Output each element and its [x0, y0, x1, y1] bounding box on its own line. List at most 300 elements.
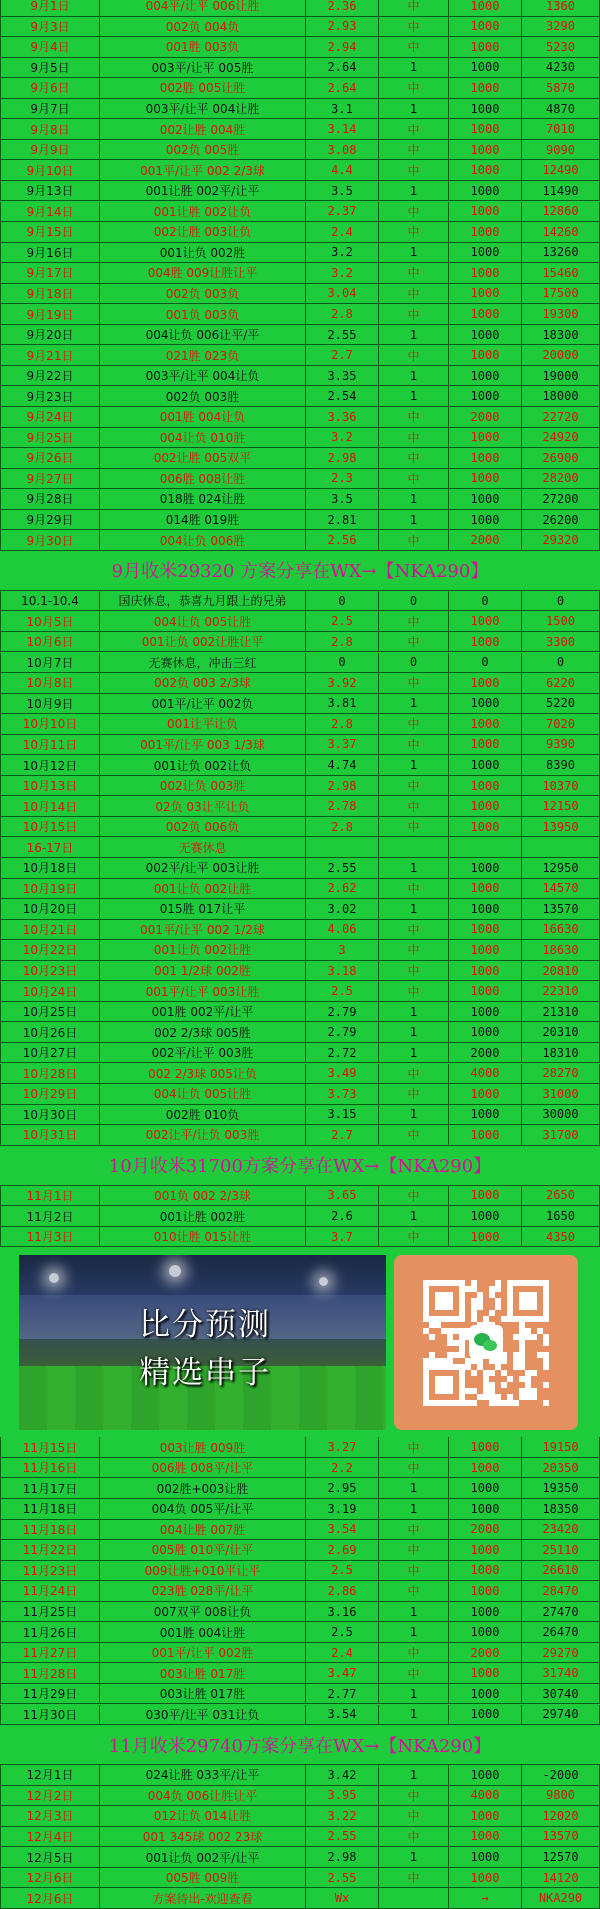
- cell-total: 5870: [522, 78, 600, 99]
- cell-date: 10月13日: [0, 776, 100, 797]
- cell-total: 12020: [522, 1806, 600, 1827]
- cell-stake: 1000: [449, 817, 522, 838]
- table-row: [0, 1602, 600, 1623]
- table-row: [0, 653, 600, 674]
- table-row: [0, 1022, 600, 1043]
- cell-total: 18300: [522, 325, 600, 346]
- cell-total: 9800: [522, 1786, 600, 1807]
- cell-result: 中: [379, 961, 449, 982]
- cell-total: 22720: [522, 407, 600, 428]
- cell-date: 9月9日: [0, 140, 100, 161]
- table-row: [0, 1663, 600, 1684]
- cell-stake: 0: [449, 591, 522, 612]
- cell-total: 31000: [522, 1084, 600, 1105]
- cell-total: 1650: [522, 1206, 600, 1227]
- cell-odds: 3.7: [306, 1227, 379, 1248]
- cell-date: 9月24日: [0, 407, 100, 428]
- cell-date: 11月16日: [0, 1458, 100, 1479]
- cell-total: 22310: [522, 981, 600, 1002]
- table-row: [0, 140, 600, 161]
- table-row: [0, 940, 600, 961]
- cell-result: 中: [379, 345, 449, 366]
- cell-result: 1: [379, 1043, 449, 1064]
- cell-date: 11月17日: [0, 1478, 100, 1499]
- cell-stake: 1000: [449, 366, 522, 387]
- cell-date: 10月6日: [0, 632, 100, 653]
- cell-result: 中: [379, 1663, 449, 1684]
- cell-result: 0: [379, 653, 449, 674]
- cell-date: 9月17日: [0, 263, 100, 284]
- cell-match: 002负 003负: [100, 284, 306, 305]
- cell-odds: 2.36: [306, 0, 379, 17]
- cell-stake: 1000: [449, 263, 522, 284]
- table-row: [0, 673, 600, 694]
- table-row: [0, 1437, 600, 1458]
- cell-result: 中: [379, 920, 449, 941]
- cell-result: 1: [379, 510, 449, 531]
- cell-total: 19150: [522, 1437, 600, 1458]
- cell-match: 001 1/2球 002胜: [100, 961, 306, 982]
- cell-odds: 2.5: [306, 1561, 379, 1582]
- cell-total: 0: [522, 591, 600, 612]
- cell-date: 12月6日: [0, 1888, 100, 1909]
- cell-stake: 1000: [449, 284, 522, 305]
- cell-stake: 1000: [449, 1622, 522, 1643]
- cell-result: 中: [379, 0, 449, 17]
- cell-odds: 3.22: [306, 1806, 379, 1827]
- cell-date: 12月4日: [0, 1827, 100, 1848]
- cell-date: 11月3日: [0, 1227, 100, 1248]
- cell-match: 007双平 008让负: [100, 1602, 306, 1623]
- cell-match: 001负 002 2/3球: [100, 1186, 306, 1207]
- cell-result: 1: [379, 1622, 449, 1643]
- cell-total: 7010: [522, 119, 600, 140]
- cell-date: 10月28日: [0, 1064, 100, 1085]
- cell-result: [379, 837, 449, 858]
- cell-stake: 1000: [449, 489, 522, 510]
- cell-odds: 3.27: [306, 1437, 379, 1458]
- cell-stake: →: [449, 1888, 522, 1909]
- cell-date: 10月19日: [0, 879, 100, 900]
- cell-date: 9月8日: [0, 119, 100, 140]
- cell-odds: 3.15: [306, 1105, 379, 1126]
- cell-match: 003让胜 017胜: [100, 1684, 306, 1705]
- cell-total: 4230: [522, 58, 600, 79]
- cell-result: 中: [379, 1806, 449, 1827]
- banner-title: 比分预测: [139, 1307, 271, 1344]
- cell-match: 002胜 005让胜: [100, 78, 306, 99]
- cell-date: 9月4日: [0, 37, 100, 58]
- cell-total: 18350: [522, 1499, 600, 1520]
- table-row: [0, 1499, 600, 1520]
- cell-odds: 2.55: [306, 1827, 379, 1848]
- banner-subtitle: 精选串子: [139, 1355, 271, 1392]
- cell-total: 28270: [522, 1064, 600, 1085]
- cell-date: 11月2日: [0, 1206, 100, 1227]
- cell-date: 11月23日: [0, 1561, 100, 1582]
- cell-odds: 2.86: [306, 1581, 379, 1602]
- cell-total: [522, 837, 600, 858]
- cell-stake: 4000: [449, 1786, 522, 1807]
- cell-total: 12950: [522, 858, 600, 879]
- cell-odds: 4.4: [306, 160, 379, 181]
- cell-total: 12860: [522, 202, 600, 223]
- cell-result: 1: [379, 899, 449, 920]
- cell-result: 0: [379, 591, 449, 612]
- cell-result: 中: [379, 469, 449, 490]
- cell-stake: 1000: [449, 879, 522, 900]
- cell-match: 018胜 024让胜: [100, 489, 306, 510]
- cell-result: 中: [379, 1458, 449, 1479]
- cell-stake: 1000: [449, 119, 522, 140]
- table-row: [0, 920, 600, 941]
- cell-result: 中: [379, 817, 449, 838]
- cell-total: 5230: [522, 37, 600, 58]
- table-row: [0, 858, 600, 879]
- cell-stake: 1000: [449, 58, 522, 79]
- cell-result: 中: [379, 119, 449, 140]
- cell-stake: 1000: [449, 428, 522, 449]
- cell-total: 14120: [522, 1868, 600, 1889]
- table-row: [0, 1206, 600, 1227]
- cell-stake: 1000: [449, 140, 522, 161]
- cell-match: 015胜 017让平: [100, 899, 306, 920]
- cell-total: 12490: [522, 160, 600, 181]
- cell-date: 9月28日: [0, 489, 100, 510]
- cell-stake: 1000: [449, 1437, 522, 1458]
- cell-date: 10月24日: [0, 981, 100, 1002]
- table-row: [0, 530, 600, 551]
- cell-date: 12月3日: [0, 1806, 100, 1827]
- cell-result: 中: [379, 222, 449, 243]
- cell-result: 中: [379, 1064, 449, 1085]
- cell-odds: 3.54: [306, 1705, 379, 1726]
- cell-total: 28470: [522, 1581, 600, 1602]
- cell-result: 中: [379, 1437, 449, 1458]
- cell-stake: 1000: [449, 222, 522, 243]
- cell-odds: 3.19: [306, 1499, 379, 1520]
- cell-date: 16-17日: [0, 837, 100, 858]
- table-row: [0, 776, 600, 797]
- cell-total: 29270: [522, 1643, 600, 1664]
- cell-result: 中: [379, 140, 449, 161]
- cell-odds: 0: [306, 653, 379, 674]
- cell-odds: 2.98: [306, 448, 379, 469]
- cell-stake: 1000: [449, 1105, 522, 1126]
- cell-odds: 3.35: [306, 366, 379, 387]
- cell-total: 15460: [522, 263, 600, 284]
- table-row: [0, 1227, 600, 1248]
- table-row: [0, 304, 600, 325]
- cell-stake: 1000: [449, 899, 522, 920]
- cell-date: 11月26日: [0, 1622, 100, 1643]
- cell-total: 1360: [522, 0, 600, 17]
- table-row: [0, 714, 600, 735]
- cell-odds: 2.69: [306, 1540, 379, 1561]
- cell-odds: 2.4: [306, 1643, 379, 1664]
- cell-match: 003平/让平 005胜: [100, 58, 306, 79]
- cell-total: 3300: [522, 632, 600, 653]
- cell-date: 10月22日: [0, 940, 100, 961]
- cell-odds: 3.14: [306, 119, 379, 140]
- cell-total: 29320: [522, 530, 600, 551]
- cell-total: 31740: [522, 1663, 600, 1684]
- cell-total: 9390: [522, 735, 600, 756]
- cell-result: 中: [379, 263, 449, 284]
- stadium-photo: [19, 1255, 386, 1430]
- cell-stake: 1000: [449, 981, 522, 1002]
- cell-stake: 1000: [449, 776, 522, 797]
- cell-match: 002平/让平 003胜: [100, 1043, 306, 1064]
- cell-total: NKA290: [522, 1888, 600, 1909]
- table-row: [0, 735, 600, 756]
- cell-match: 方案待出-欢迎查看: [100, 1888, 306, 1909]
- table-row: [0, 78, 600, 99]
- cell-stake: 1000: [449, 1663, 522, 1684]
- cell-match: 004让负 006胜: [100, 530, 306, 551]
- cell-match: 001 345球 002 23球: [100, 1827, 306, 1848]
- cell-odds: 2.3: [306, 469, 379, 490]
- cell-total: 10370: [522, 776, 600, 797]
- cell-date: 10月14日: [0, 796, 100, 817]
- cell-match: 001平/让平 002胜: [100, 1643, 306, 1664]
- cell-stake: 1000: [449, 1022, 522, 1043]
- cell-match: 001胜 004让负: [100, 407, 306, 428]
- cell-odds: 3.2: [306, 243, 379, 264]
- cell-odds: 3.42: [306, 1765, 379, 1786]
- cell-match: 002让胜 003让负: [100, 222, 306, 243]
- cell-result: 中: [379, 1643, 449, 1664]
- cell-date: 11月24日: [0, 1581, 100, 1602]
- cell-result: 中: [379, 202, 449, 223]
- table-row: [0, 1186, 600, 1207]
- cell-odds: 2.54: [306, 386, 379, 407]
- cell-stake: 1000: [449, 1868, 522, 1889]
- wechat-qr-code-icon: [394, 1255, 578, 1430]
- cell-result: 中: [379, 673, 449, 694]
- cell-total: 11490: [522, 181, 600, 202]
- cell-result: 中: [379, 940, 449, 961]
- cell-match: 003让胜 017胜: [100, 1663, 306, 1684]
- cell-result: [379, 1888, 449, 1909]
- cell-odds: 3.37: [306, 735, 379, 756]
- cell-stake: 1000: [449, 325, 522, 346]
- cell-match: 004让负 010胜: [100, 428, 306, 449]
- cell-match: 005胜 010平/让平: [100, 1540, 306, 1561]
- cell-odds: 2.4: [306, 222, 379, 243]
- cell-date: 10月10日: [0, 714, 100, 735]
- cell-date: 9月18日: [0, 284, 100, 305]
- cell-date: 11月1日: [0, 1186, 100, 1207]
- cell-date: 11月18日: [0, 1520, 100, 1541]
- table-row: [0, 407, 600, 428]
- table-row: [0, 17, 600, 38]
- cell-odds: 2.93: [306, 17, 379, 38]
- cell-date: 9月3日: [0, 17, 100, 38]
- cell-match: 014胜 019胜: [100, 510, 306, 531]
- cell-stake: 1000: [449, 1125, 522, 1146]
- table-row: [0, 263, 600, 284]
- cell-result: 中: [379, 1520, 449, 1541]
- cell-stake: 1000: [449, 1186, 522, 1207]
- cell-match: 001让胜 002让负: [100, 202, 306, 223]
- cell-stake: 2000: [449, 1043, 522, 1064]
- cell-total: 16630: [522, 920, 600, 941]
- cell-result: 中: [379, 407, 449, 428]
- cell-odds: 4.06: [306, 920, 379, 941]
- cell-stake: 1000: [449, 1765, 522, 1786]
- cell-total: 4870: [522, 99, 600, 120]
- table-row: [0, 591, 600, 612]
- cell-total: 29740: [522, 1705, 600, 1726]
- cell-date: 10月26日: [0, 1022, 100, 1043]
- cell-stake: 1000: [449, 1827, 522, 1848]
- cell-match: 010让胜 015让胜: [100, 1227, 306, 1248]
- cell-total: -2000: [522, 1765, 600, 1786]
- cell-odds: 2.62: [306, 879, 379, 900]
- cell-date: 9月26日: [0, 448, 100, 469]
- table-row: [0, 755, 600, 776]
- cell-match: 004让负 005让胜: [100, 1084, 306, 1105]
- cell-odds: 2.56: [306, 530, 379, 551]
- table-row: [0, 202, 600, 223]
- cell-match: 001胜 002平/让平: [100, 1002, 306, 1023]
- cell-odds: 2.7: [306, 345, 379, 366]
- cell-date: 11月18日: [0, 1499, 100, 1520]
- cell-match: 001让负 002让胜: [100, 879, 306, 900]
- cell-odds: 2.8: [306, 817, 379, 838]
- cell-match: 002 2/3球 005让负: [100, 1064, 306, 1085]
- table-row: [0, 1847, 600, 1868]
- cell-stake: 1000: [449, 1084, 522, 1105]
- table-row: [0, 1581, 600, 1602]
- table-row: [0, 1478, 600, 1499]
- table-row: [0, 1888, 600, 1909]
- cell-stake: 1000: [449, 304, 522, 325]
- cell-match: 001让负 002平/让平: [100, 1847, 306, 1868]
- cell-date: 10月18日: [0, 858, 100, 879]
- cell-stake: 1000: [449, 1540, 522, 1561]
- cell-total: 19000: [522, 366, 600, 387]
- cell-stake: 2000: [449, 1643, 522, 1664]
- cell-match: 001平/让平 002负: [100, 694, 306, 715]
- table-row: [0, 386, 600, 407]
- cell-odds: [306, 837, 379, 858]
- table-row: [0, 345, 600, 366]
- cell-date: 10月21日: [0, 920, 100, 941]
- table-row: [0, 632, 600, 653]
- cell-total: 21310: [522, 1002, 600, 1023]
- cell-total: 0: [522, 653, 600, 674]
- cell-total: 4350: [522, 1227, 600, 1248]
- cell-odds: 3.73: [306, 1084, 379, 1105]
- table-row: [0, 0, 600, 17]
- cell-stake: 1000: [449, 37, 522, 58]
- cell-total: 31700: [522, 1125, 600, 1146]
- cell-odds: 2.72: [306, 1043, 379, 1064]
- table-row: [0, 879, 600, 900]
- cell-odds: 2.95: [306, 1478, 379, 1499]
- cell-stake: 1000: [449, 1002, 522, 1023]
- cell-result: 中: [379, 284, 449, 305]
- cell-date: 12月2日: [0, 1786, 100, 1807]
- cell-match: 003平/让平 004让胜: [100, 99, 306, 120]
- cell-odds: 3.18: [306, 961, 379, 982]
- cell-odds: 2.5: [306, 1622, 379, 1643]
- table-row: [0, 222, 600, 243]
- cell-odds: 2.79: [306, 1002, 379, 1023]
- cell-date: 10月15日: [0, 817, 100, 838]
- cell-match: 国庆休息，恭喜九月跟上的兄弟: [100, 591, 306, 612]
- cell-total: 23420: [522, 1520, 600, 1541]
- cell-date: 10月11日: [0, 735, 100, 756]
- cell-date: 10月20日: [0, 899, 100, 920]
- cell-stake: 0: [449, 653, 522, 674]
- cell-date: 9月10日: [0, 160, 100, 181]
- cell-total: 7020: [522, 714, 600, 735]
- cell-date: 11月15日: [0, 1437, 100, 1458]
- cell-match: 无赛休息，冲击三红: [100, 653, 306, 674]
- table-row: [0, 1105, 600, 1126]
- cell-stake: 1000: [449, 345, 522, 366]
- table-row: [0, 1622, 600, 1643]
- table-row: [0, 119, 600, 140]
- cell-result: 1: [379, 386, 449, 407]
- cell-match: 024让胜 033平/让平: [100, 1765, 306, 1786]
- cell-odds: 2.64: [306, 78, 379, 99]
- cell-total: 30740: [522, 1684, 600, 1705]
- cell-total: 9090: [522, 140, 600, 161]
- cell-total: 20310: [522, 1022, 600, 1043]
- cell-result: 中: [379, 1868, 449, 1889]
- cell-odds: 2.8: [306, 714, 379, 735]
- table-row: [0, 160, 600, 181]
- cell-result: 1: [379, 1478, 449, 1499]
- cell-odds: 2.81: [306, 510, 379, 531]
- month-summary: 11月收米29740方案分享在WX→【NKA290】: [0, 1725, 600, 1765]
- cell-match: 004胜 009让胜让平: [100, 263, 306, 284]
- cell-date: 10.1-10.4: [0, 591, 100, 612]
- cell-total: 13260: [522, 243, 600, 264]
- cell-date: 9月27日: [0, 469, 100, 490]
- cell-date: 9月1日: [0, 0, 100, 17]
- cell-date: 10月5日: [0, 611, 100, 632]
- cell-odds: 2.5: [306, 981, 379, 1002]
- cell-result: 中: [379, 1186, 449, 1207]
- cell-stake: 1000: [449, 1581, 522, 1602]
- cell-date: 10月27日: [0, 1043, 100, 1064]
- wechat-icon: [469, 1325, 503, 1359]
- cell-odds: 3.04: [306, 284, 379, 305]
- cell-stake: 1000: [449, 469, 522, 490]
- cell-date: 9月21日: [0, 345, 100, 366]
- cell-date: 11月25日: [0, 1602, 100, 1623]
- table-row: [0, 1643, 600, 1664]
- table-row: [0, 1561, 600, 1582]
- table-row: [0, 284, 600, 305]
- cell-stake: 1000: [449, 694, 522, 715]
- cell-total: 1500: [522, 611, 600, 632]
- cell-date: 9月23日: [0, 386, 100, 407]
- cell-date: 10月9日: [0, 694, 100, 715]
- cell-total: 3290: [522, 17, 600, 38]
- cell-odds: 2.8: [306, 304, 379, 325]
- cell-total: 30000: [522, 1105, 600, 1126]
- cell-odds: 2.79: [306, 1022, 379, 1043]
- cell-result: 1: [379, 1002, 449, 1023]
- cell-date: 9月16日: [0, 243, 100, 264]
- cell-total: 13570: [522, 1827, 600, 1848]
